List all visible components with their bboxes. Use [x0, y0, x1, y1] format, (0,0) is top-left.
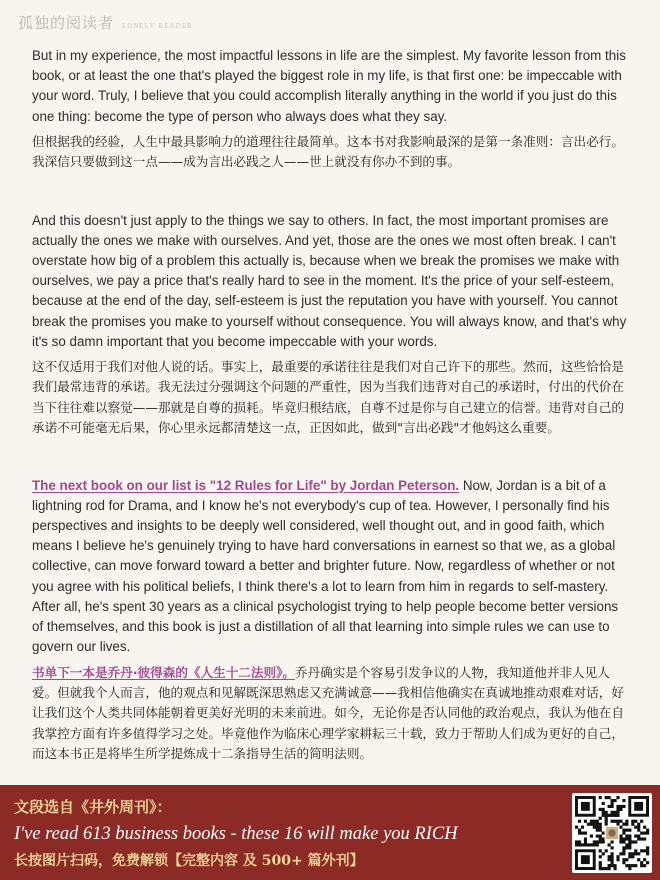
paragraph-en-3 [32, 476, 632, 658]
paragraph-en-3-text: Now, Jordan is a bit of a lightning rod for Drama, and I know he's not everybody's cup of tea. However, I personally find his perspectives and insights to be deeply well considered, well thought out, and in good faith, which means I believe he's genuinely trying to have hard conversations in earnest so that we, as a global collective, can move forward toward a better and brighter future. Now, regardless of whether or not you agree with his political beliefs, I think there's a lot to learn from him in regards to self-mastery. After all, he's spent 30 years as a clinical psychologist trying to help people become better versions of themselves, and this book is just a distillation of all that learning into simple rules we can use to govern our lives. [32, 477, 619, 655]
brand-name-cn: 孤独的阅读者 [18, 14, 115, 32]
book-link-cn[interactable]: 书单下一本是乔丹·彼得森的《人生十二法则》。 [32, 664, 295, 680]
spacer [32, 439, 632, 476]
footer-banner [0, 785, 660, 880]
spacer [32, 173, 632, 211]
paragraph-cn-2: 这不仅适用于我们对他人说的话。事实上，最重要的承诺往往是我们对自己许下的那些。然而，这些恰恰是我们最常违背的承诺。我无法过分强调这个问题的严重性，因为当我们违背对自己的承诺时，付出的代价在当下往往难以察觉——那就是自尊的损耗。毕竟归根结底，自尊不过是你与自己建立的信誉。违背对自己的承诺不可能毫无后果，你心里永远都清楚这一点，正因如此，做到"言出必践"才他妈这么重要。 [32, 359, 624, 436]
qr-code-icon[interactable] [572, 793, 652, 873]
paragraph-en-2: And this doesn't just apply to the things we say to others. In fact, the most important promises are actually the ones we make with ourselves. And yet, those are the ones we most often break. I can't overstate how big of a problem this actually is, because when we break the promises we make with ourselves, we pay a price that's really hard to see in the moment. It's the price of your self-esteem, because at the end of the day, self-esteem is just the reputation you have with yourself. You cannot break the promises you make to yourself without consequence. You will always know, and that's why it's so damn important that you become impeccable with your words. [32, 212, 627, 349]
paragraph-en-1: But in my experience, the most impactful lessons in life are the simplest. My favorite lesson from this book, or at least the one that's played the biggest role in my life, is that first one: be impeccable with your word. Truly, I believe that you could accomplish literally anything in the world if you just do this one thing: become the type of person who always does what they say. [32, 48, 626, 124]
brand-name-en: LONELY·READER [122, 22, 193, 30]
paragraph-cn-1: 但根据我的经验，人生中最具影响力的道理往往最简单。这本书对我影响最深的是第一条准则：言出必行。我深信只要做到这一点——成为言出必践之人——世上就没有你办不到的事。 [32, 133, 624, 170]
book-link-en[interactable]: The next book on our list is "12 Rules for Life" by Jordan Peterson. [32, 477, 460, 493]
footer-article-title[interactable]: I've read 613 business books - these 16 will make you RICH [14, 824, 458, 844]
brand-watermark [18, 12, 193, 42]
article-body [32, 46, 632, 765]
paragraph-cn-3-text: 乔丹确实是个容易引发争议的人物，我知道他并非人见人爱。但就我个人而言，他的观点和见解既深思熟虑又充满诚意——我相信他确实在真诚地推动艰难对话，好让我们这个人类共同体能朝着更美好光明的未来前进。如今，无论你是否认同他的政治观点，我认为他在自我掌控方面有许多值得学习之处。毕竟他作为临床心理学家耕耘三十载，致力于帮助人们成为更好的自己，而这本书正是将毕生所学提炼成十二条指导生活的简明法则。 [32, 664, 624, 762]
paragraph-cn-3 [32, 663, 632, 765]
footer-source-line: 文段选自《井外周刊》： [14, 798, 172, 816]
footer-text [14, 795, 554, 873]
footer-cta-line: 长按图片扫码，免费解锁【完整内容 及 500+ 篇外刊】 [14, 853, 364, 869]
